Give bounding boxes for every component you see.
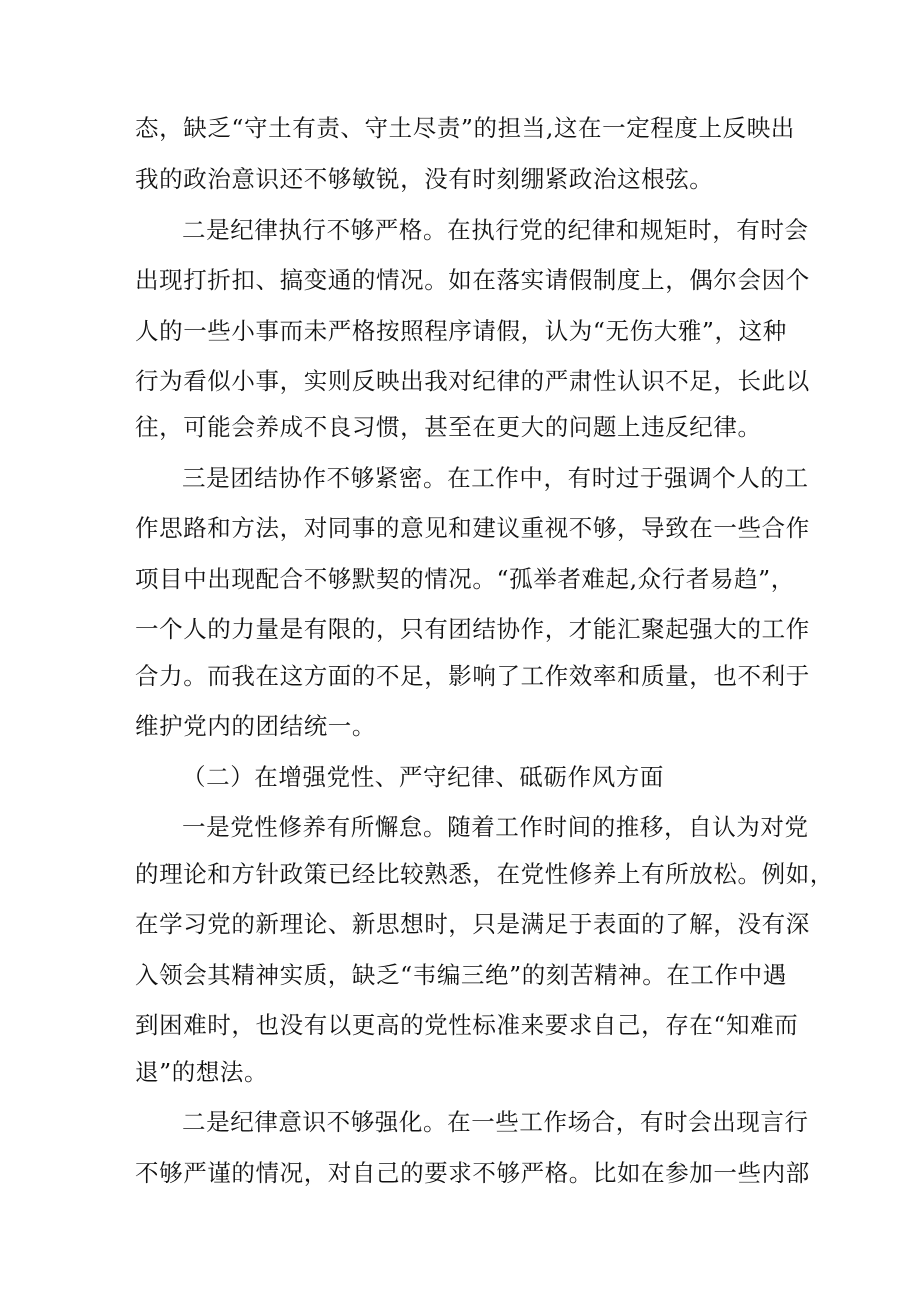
paragraph-line: 一是党性修养有所懈怠。随着工作时间的推移，自认为对党 [182, 813, 809, 841]
paragraph-line: 合力。而我在这方面的不足，影响了工作效率和质量，也不利于 [135, 662, 810, 690]
paragraph-line: 行为看似小事，实则反映出我对纪律的严肃性认识不足，长此以 [135, 367, 810, 395]
paragraph-line: 项目中出现配合不够默契的情况。“孤举者难起,众行者易趋”， [135, 565, 795, 593]
paragraph-line: 人的一些小事而未严格按照程序请假，认为“无伤大雅”，这种 [135, 317, 787, 345]
paragraph-line: 我的政治意识还不够敏锐，没有时刻绷紧政治这根弦。 [135, 165, 714, 193]
section-heading: （二）在增强党性、严守纪律、砥砺作风方面 [182, 763, 664, 791]
paragraph-line: 在学习党的新理论、新思想时，只是满足于表面的了解，没有深 [135, 910, 810, 938]
paragraph-line: 退”的想法。 [135, 1058, 269, 1086]
paragraph-line: 的理论和方针政策已经比较熟悉，在党性修养上有所放松。例如， [135, 860, 834, 888]
paragraph-line: 不够严谨的情况，对自己的要求不够严格。比如在参加一些内部 [135, 1159, 810, 1187]
paragraph-line: 出现打折扣、搞变通的情况。如在落实请假制度上，偶尔会因个 [135, 266, 810, 294]
paragraph-line: 一个人的力量是有限的，只有团结协作，才能汇聚起强大的工作 [135, 615, 810, 643]
paragraph-line: 态，缺乏“守土有责、守土尽责”的担当,这在一定程度上反映出 [135, 114, 795, 142]
paragraph-line: 往，可能会养成不良习惯，甚至在更大的问题上违反纪律。 [135, 413, 762, 441]
paragraph-line: 维护党内的团结统一。 [135, 712, 376, 740]
paragraph-line: 二是纪律意识不够强化。在一些工作场合，有时会出现言行 [182, 1108, 809, 1136]
paragraph-line: 到困难时，也没有以更高的党性标准来要求自己，存在“知难而 [135, 1011, 799, 1039]
paragraph-line: 作思路和方法，对同事的意见和建议重视不够，导致在一些合作 [135, 514, 810, 542]
paragraph-line: 三是团结协作不够紧密。在工作中，有时过于强调个人的工 [182, 464, 809, 492]
paragraph-line: 入领会其精神实质，缺乏“韦编三绝”的刻苦精神。在工作中遇 [135, 961, 787, 989]
paragraph-line: 二是纪律执行不够严格。在执行党的纪律和规矩时，有时会 [182, 216, 809, 244]
